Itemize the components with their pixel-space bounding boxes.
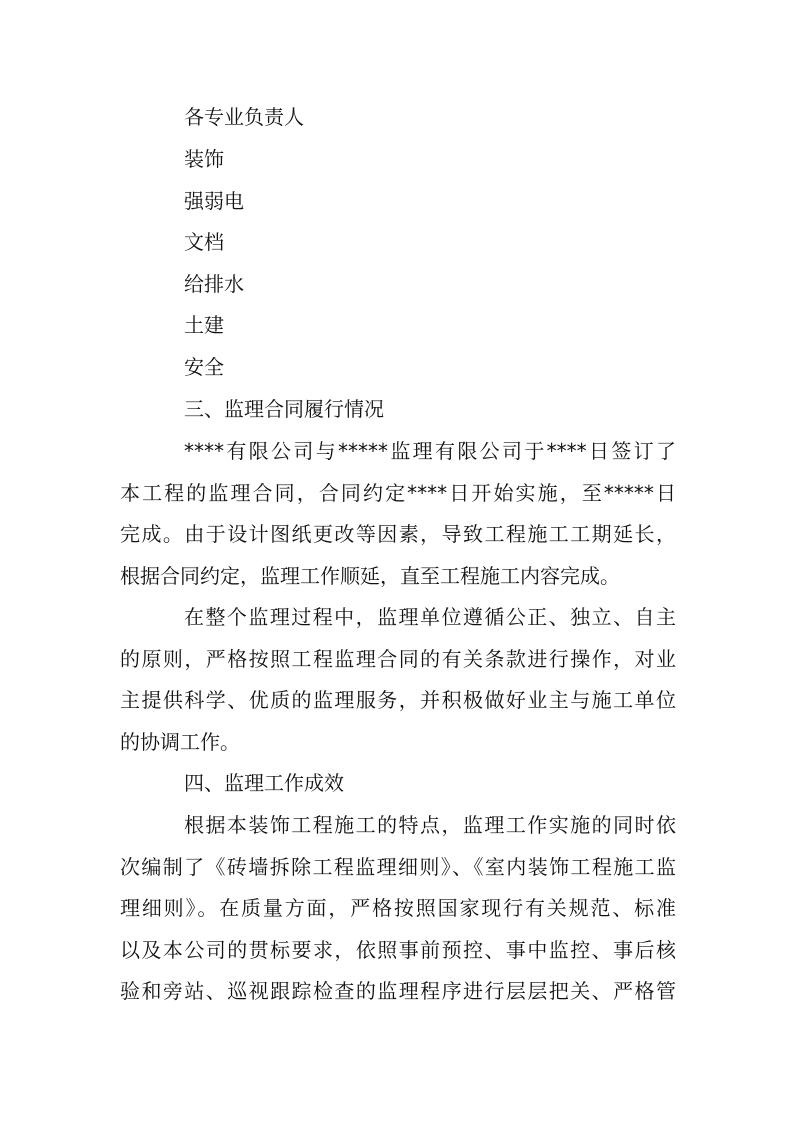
paragraph-line: 在整个监理过程中，监理单位遵循公正、独立、自主	[184, 605, 676, 629]
paragraph-line: 根据合同约定，监理工作顺延，直至工程施工内容完成。	[120, 563, 620, 588]
paragraph-work-results	[120, 813, 676, 1021]
paragraph-line: 本工程的监理合同，合同约定****日开始实施，至*****日	[120, 480, 676, 505]
list-item-documents: 文档	[184, 230, 224, 254]
list-title: 各专业负责人	[184, 105, 304, 129]
list-item-safety: 安全	[184, 355, 224, 379]
paragraph-contract-signing	[120, 439, 676, 605]
paragraph-line: 完成。由于设计图纸更改等因素，导致工程施工工期延长，	[120, 522, 676, 546]
section-heading-contract: 三、监理合同履行情况	[184, 397, 384, 421]
paragraph-line: 次编制了《砖墙拆除工程监理细则》、《室内装饰工程施工监	[120, 854, 676, 879]
list-item-civil: 土建	[184, 313, 224, 337]
paragraph-line: 理细则》。在质量方面，严格按照国家现行有关规范、标准	[120, 896, 676, 920]
paragraph-line: ****有限公司与*****监理有限公司于****日签订了	[184, 439, 676, 463]
paragraph-line: 验和旁站、巡视跟踪检查的监理程序进行层层把关、严格管	[120, 979, 676, 1003]
paragraph-line: 的协调工作。	[120, 729, 240, 754]
list-item-electrical: 强弱电	[184, 189, 244, 213]
list-item-plumbing: 给排水	[184, 272, 244, 296]
paragraph-line: 以及本公司的贯标要求，依照事前预控、事中监控、事后核	[120, 937, 676, 962]
paragraph-line: 的原则，严格按照工程监理合同的有关条款进行操作，对业	[120, 646, 676, 671]
list-item-decoration: 装饰	[184, 147, 224, 171]
section-heading-results: 四、监理工作成效	[184, 771, 344, 795]
paragraph-line: 主提供科学、优质的监理服务，并积极做好业主与施工单位	[120, 688, 676, 712]
paragraph-supervision-principles	[120, 605, 676, 771]
paragraph-line: 根据本装饰工程施工的特点，监理工作实施的同时依	[184, 813, 676, 837]
